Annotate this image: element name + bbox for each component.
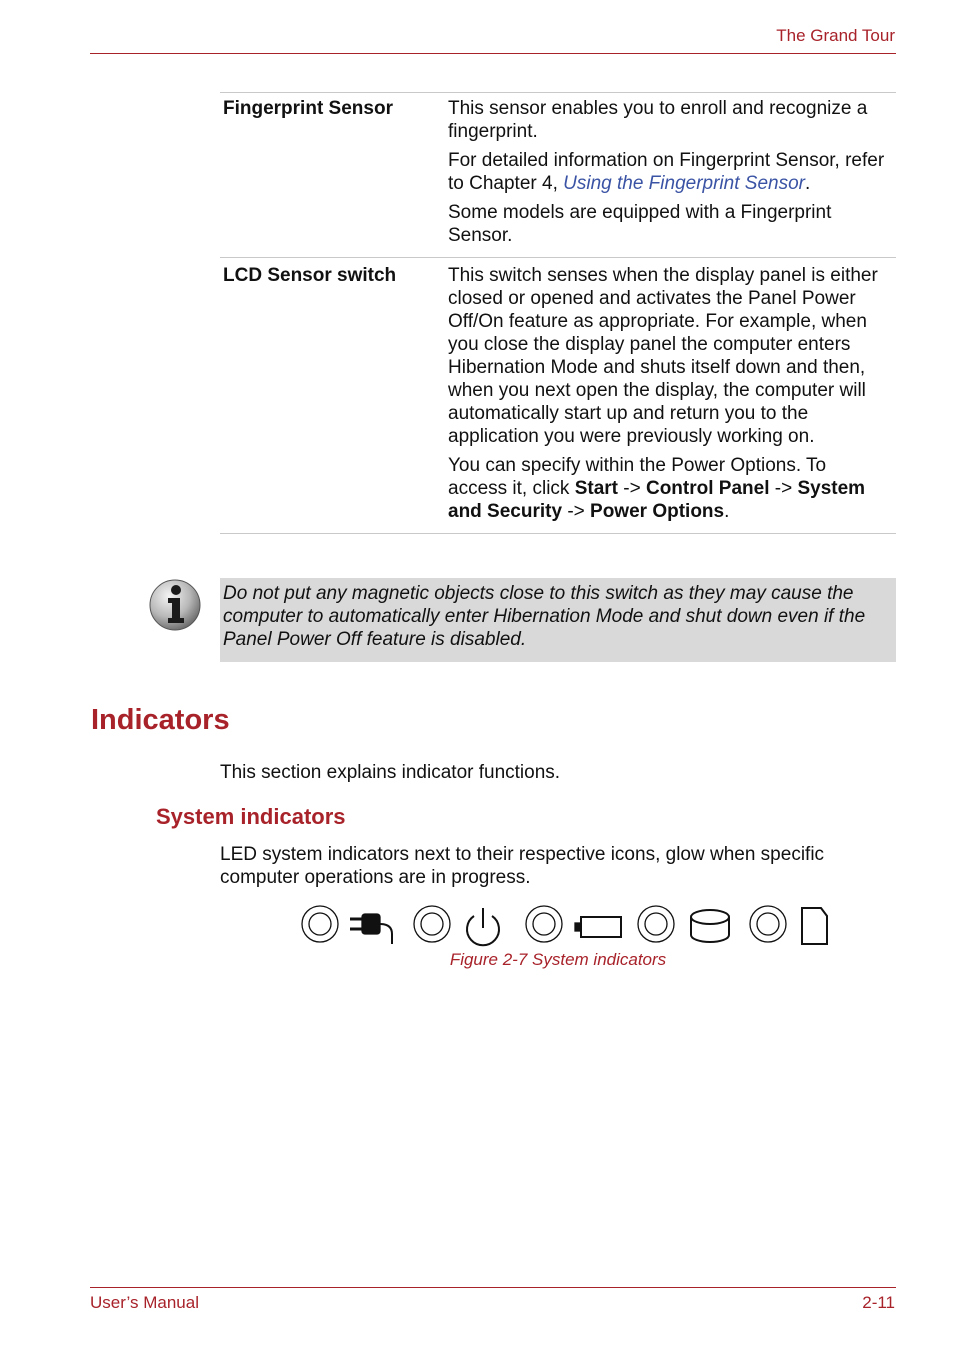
memory-card-icon — [802, 908, 827, 944]
subsection-heading: System indicators — [156, 804, 346, 829]
page-number: 2-11 — [862, 1293, 895, 1312]
led-ring — [414, 906, 450, 942]
footer-manual-title: User’s Manual — [90, 1293, 199, 1312]
figure-caption: Figure 2-7 System indicators — [449, 950, 667, 969]
row-term: Fingerprint Sensor — [223, 98, 393, 119]
section-heading: Indicators — [91, 704, 230, 736]
running-header-title: The Grand Tour — [776, 26, 895, 45]
info-icon — [148, 578, 202, 632]
hdd-icon — [691, 910, 729, 942]
spec-table — [220, 92, 896, 534]
row-term: LCD Sensor switch — [223, 265, 397, 286]
led-ring — [638, 906, 674, 942]
table-row — [220, 93, 896, 258]
menu-path-power-options: Power Options — [590, 501, 725, 522]
paragraph: For detailed information on Fingerprint Sensor, refer to Chapter 4, Using the Fingerprint Sensor. — [448, 150, 885, 194]
dc-in-icon — [350, 914, 392, 944]
paragraph: This switch senses when the display panel is either closed or opened and activates the Panel Power Off/On feature as appropriate. For example, when you close the display panel the computer enters Hibernation Mode and shuts itself down and then, when you next open the display, the computer will automatically start up and return you to the application you were previously working on. — [448, 265, 878, 447]
row-description — [448, 97, 896, 247]
paragraph: This sensor enables you to enroll and recognize a fingerprint. — [448, 98, 868, 142]
table-row — [220, 258, 896, 534]
led-ring — [302, 906, 338, 942]
row-description — [448, 264, 896, 523]
led-ring — [750, 906, 786, 942]
header-divider — [90, 53, 896, 54]
led-ring — [526, 906, 562, 942]
footer-divider — [90, 1287, 896, 1288]
subsection-text: LED system indicators next to their respective icons, glow when specific computer operations are in progress. — [220, 844, 825, 888]
section-intro: This section explains indicator functions. — [220, 762, 561, 783]
note-text: Do not put any magnetic objects close to this switch as they may cause the computer to automatically enter Hibernation Mode and shut down even if the Panel Power Off feature is disabled. — [220, 578, 896, 662]
battery-icon — [575, 917, 621, 937]
power-icon — [467, 908, 499, 945]
menu-path-control-panel: Control Panel — [645, 478, 770, 499]
menu-path-system-security: System and Security — [448, 478, 866, 522]
system-indicators-figure — [300, 902, 840, 950]
fingerprint-chapter-link[interactable]: Using the Fingerprint Sensor — [563, 173, 805, 194]
paragraph: Some models are equipped with a Fingerprint Sensor. — [448, 202, 832, 246]
paragraph: You can specify within the Power Options. To access it, click Start -> Control Panel -> System and Security -> Power Options. — [448, 455, 866, 522]
menu-path-start: Start — [574, 478, 618, 499]
